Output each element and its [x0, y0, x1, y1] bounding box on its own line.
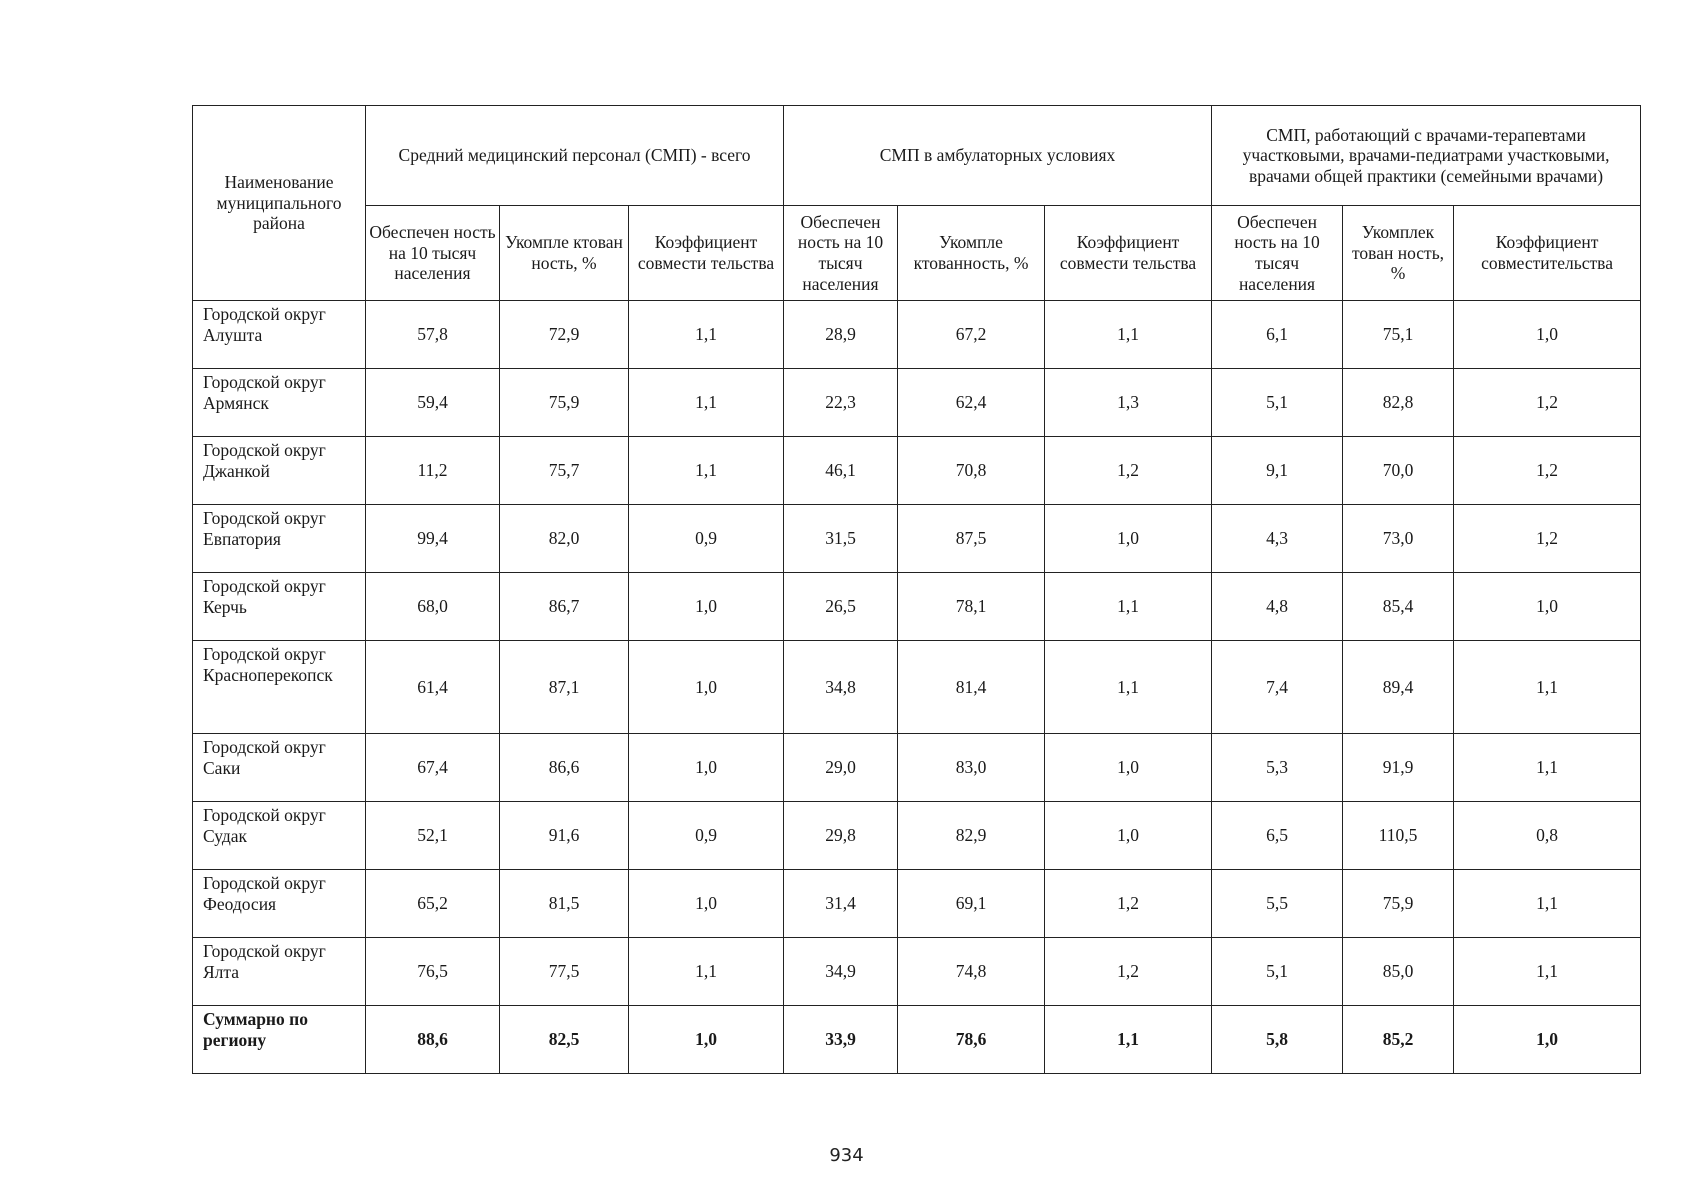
table-row — [193, 870, 1641, 938]
value-cell: 73,0 — [1343, 505, 1454, 573]
value-cell: 1,0 — [629, 870, 784, 938]
value-cell: 86,7 — [500, 573, 629, 641]
value-cell: 1,0 — [629, 734, 784, 802]
value-cell: 75,9 — [1343, 870, 1454, 938]
header-subcolumn: Коэффициент совмести тельства — [629, 206, 784, 301]
district-name-cell: Городской округ Джанкой — [193, 437, 366, 505]
table-row — [193, 802, 1641, 870]
value-cell: 72,9 — [500, 301, 629, 369]
value-cell: 31,5 — [784, 505, 898, 573]
value-cell: 69,1 — [898, 870, 1045, 938]
value-cell: 5,5 — [1212, 870, 1343, 938]
table-row — [193, 505, 1641, 573]
table-row — [193, 938, 1641, 1006]
medical-staff-table — [192, 105, 1641, 1074]
table-row — [193, 641, 1641, 734]
district-name-cell: Городской округ Красноперекопск — [193, 641, 366, 734]
value-cell: 1,1 — [1454, 641, 1641, 734]
value-cell: 89,4 — [1343, 641, 1454, 734]
value-cell: 91,9 — [1343, 734, 1454, 802]
header-subcolumn: Укомпле ктованность, % — [898, 206, 1045, 301]
value-cell: 83,0 — [898, 734, 1045, 802]
district-name-cell: Городской округ Судак — [193, 802, 366, 870]
value-cell: 1,2 — [1454, 437, 1641, 505]
value-cell: 4,8 — [1212, 573, 1343, 641]
value-cell: 81,5 — [500, 870, 629, 938]
value-cell: 28,9 — [784, 301, 898, 369]
value-cell: 1,1 — [1454, 870, 1641, 938]
value-cell: 70,8 — [898, 437, 1045, 505]
value-cell: 9,1 — [1212, 437, 1343, 505]
header-group-outpatient-staff: СМП в амбулаторных условиях — [784, 106, 1212, 206]
value-cell: 0,8 — [1454, 802, 1641, 870]
value-cell: 70,0 — [1343, 437, 1454, 505]
value-cell: 67,2 — [898, 301, 1045, 369]
value-cell: 0,9 — [629, 505, 784, 573]
district-name-cell: Городской округ Феодосия — [193, 870, 366, 938]
value-cell: 1,2 — [1045, 437, 1212, 505]
value-cell: 1,0 — [629, 573, 784, 641]
header-subcolumn: Обеспечен ность на 10 тысяч населения — [1212, 206, 1343, 301]
value-cell: 1,0 — [1454, 573, 1641, 641]
value-cell: 46,1 — [784, 437, 898, 505]
value-cell: 85,4 — [1343, 573, 1454, 641]
header-subcolumn: Укомплек тован ность, % — [1343, 206, 1454, 301]
value-cell: 34,9 — [784, 938, 898, 1006]
value-cell: 82,5 — [500, 1006, 629, 1074]
value-cell: 82,9 — [898, 802, 1045, 870]
value-cell: 1,0 — [629, 1006, 784, 1074]
header-group-district-doctors-staff: СМП, работающий с врачами-терапевтами участковыми, врачами-педиатрами участковыми, врачами общей практики (семейными врачами) — [1212, 106, 1641, 206]
header-row-groups — [193, 106, 1641, 206]
value-cell: 1,1 — [1454, 938, 1641, 1006]
value-cell: 4,3 — [1212, 505, 1343, 573]
value-cell: 6,5 — [1212, 802, 1343, 870]
value-cell: 88,6 — [366, 1006, 500, 1074]
district-name-cell: Суммарно по региону — [193, 1006, 366, 1074]
value-cell: 1,1 — [1045, 1006, 1212, 1074]
value-cell: 99,4 — [366, 505, 500, 573]
value-cell: 65,2 — [366, 870, 500, 938]
value-cell: 1,0 — [1454, 301, 1641, 369]
value-cell: 1,1 — [1454, 734, 1641, 802]
table-row — [193, 437, 1641, 505]
value-cell: 82,0 — [500, 505, 629, 573]
value-cell: 91,6 — [500, 802, 629, 870]
header-group-total-staff: Средний медицинский персонал (СМП) - всего — [366, 106, 784, 206]
header-subcolumn: Укомпле ктован ность, % — [500, 206, 629, 301]
value-cell: 61,4 — [366, 641, 500, 734]
value-cell: 29,0 — [784, 734, 898, 802]
value-cell: 75,7 — [500, 437, 629, 505]
header-subcolumn: Обеспечен ность на 10 тысяч населения — [784, 206, 898, 301]
value-cell: 68,0 — [366, 573, 500, 641]
value-cell: 1,2 — [1045, 870, 1212, 938]
value-cell: 76,5 — [366, 938, 500, 1006]
value-cell: 1,0 — [629, 641, 784, 734]
value-cell: 1,1 — [629, 369, 784, 437]
table-row — [193, 573, 1641, 641]
district-name-cell: Городской округ Евпатория — [193, 505, 366, 573]
value-cell: 75,9 — [500, 369, 629, 437]
value-cell: 1,1 — [1045, 641, 1212, 734]
value-cell: 62,4 — [898, 369, 1045, 437]
value-cell: 78,1 — [898, 573, 1045, 641]
district-name-cell: Городской округ Саки — [193, 734, 366, 802]
table-row — [193, 369, 1641, 437]
header-subcolumn: Обеспечен ность на 10 тысяч населения — [366, 206, 500, 301]
value-cell: 31,4 — [784, 870, 898, 938]
value-cell: 77,5 — [500, 938, 629, 1006]
value-cell: 85,0 — [1343, 938, 1454, 1006]
page-number: 934 — [829, 1145, 864, 1166]
value-cell: 33,9 — [784, 1006, 898, 1074]
value-cell: 1,2 — [1045, 938, 1212, 1006]
value-cell: 11,2 — [366, 437, 500, 505]
value-cell: 110,5 — [1343, 802, 1454, 870]
header-subcolumn: Коэффициент совместительства — [1454, 206, 1641, 301]
value-cell: 1,1 — [1045, 573, 1212, 641]
value-cell: 1,3 — [1045, 369, 1212, 437]
value-cell: 1,0 — [1045, 802, 1212, 870]
value-cell: 87,5 — [898, 505, 1045, 573]
table-row — [193, 734, 1641, 802]
header-row-subcolumns — [193, 206, 1641, 301]
value-cell: 78,6 — [898, 1006, 1045, 1074]
value-cell: 1,2 — [1454, 505, 1641, 573]
value-cell: 0,9 — [629, 802, 784, 870]
value-cell: 86,6 — [500, 734, 629, 802]
value-cell: 1,0 — [1454, 1006, 1641, 1074]
header-subcolumn: Коэффициент совмести тельства — [1045, 206, 1212, 301]
value-cell: 5,3 — [1212, 734, 1343, 802]
value-cell: 29,8 — [784, 802, 898, 870]
value-cell: 5,1 — [1212, 938, 1343, 1006]
value-cell: 1,1 — [629, 437, 784, 505]
value-cell: 1,1 — [1045, 301, 1212, 369]
value-cell: 75,1 — [1343, 301, 1454, 369]
value-cell: 82,8 — [1343, 369, 1454, 437]
value-cell: 6,1 — [1212, 301, 1343, 369]
value-cell: 67,4 — [366, 734, 500, 802]
value-cell: 1,1 — [629, 938, 784, 1006]
value-cell: 87,1 — [500, 641, 629, 734]
value-cell: 26,5 — [784, 573, 898, 641]
value-cell: 85,2 — [1343, 1006, 1454, 1074]
value-cell: 57,8 — [366, 301, 500, 369]
value-cell: 7,4 — [1212, 641, 1343, 734]
value-cell: 1,1 — [629, 301, 784, 369]
value-cell: 34,8 — [784, 641, 898, 734]
value-cell: 52,1 — [366, 802, 500, 870]
district-name-cell: Городской округ Алушта — [193, 301, 366, 369]
header-district-name: Наименование муниципального района — [193, 106, 366, 301]
value-cell: 59,4 — [366, 369, 500, 437]
table-total-row — [193, 1006, 1641, 1074]
district-name-cell: Городской округ Армянск — [193, 369, 366, 437]
table-row — [193, 301, 1641, 369]
value-cell: 22,3 — [784, 369, 898, 437]
value-cell: 5,1 — [1212, 369, 1343, 437]
value-cell: 74,8 — [898, 938, 1045, 1006]
value-cell: 81,4 — [898, 641, 1045, 734]
value-cell: 1,2 — [1454, 369, 1641, 437]
value-cell: 1,0 — [1045, 505, 1212, 573]
value-cell: 5,8 — [1212, 1006, 1343, 1074]
value-cell: 1,0 — [1045, 734, 1212, 802]
district-name-cell: Городской округ Керчь — [193, 573, 366, 641]
district-name-cell: Городской округ Ялта — [193, 938, 366, 1006]
